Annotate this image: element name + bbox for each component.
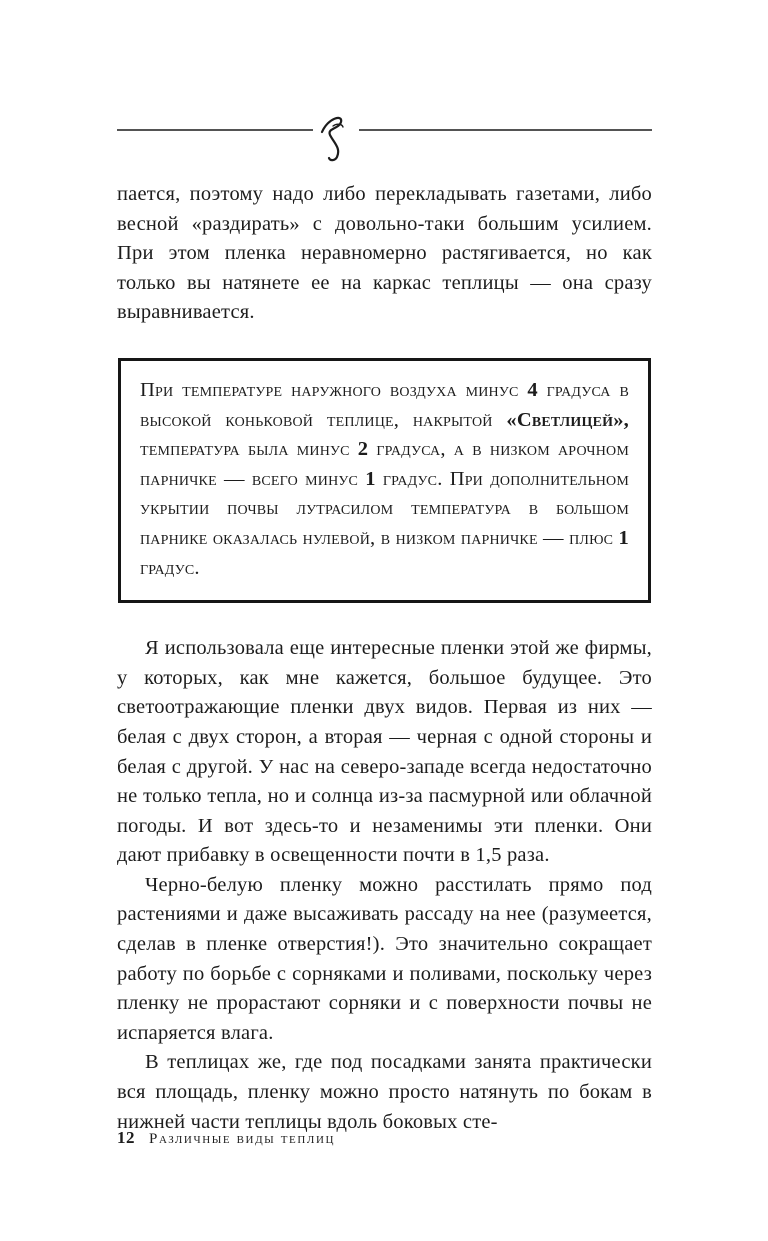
callout-segment-bold: «Светлицей»,	[506, 408, 629, 431]
callout-segment: При температуре наружного воздуха минус	[140, 378, 528, 401]
callout-segment: градуса, а в низком арочном парничке — всего минус	[140, 438, 629, 490]
paragraph: В теплицах же, где под посадками занята практически вся площадь, пленку можно просто натянуть по бокам в нижней части теплицы вдоль боковых сте-	[117, 1051, 652, 1133]
callout-segment: температура была минус	[140, 438, 358, 461]
page-number: 12	[117, 1128, 135, 1147]
paragraph: Я использовала еще интересные пленки этой же фирмы, у которых, как мне кажется, большое будущее. Это светоотражающие пленки двух видов. Первая из них — белая с двух сторон, а вторая — черная с одной стороны и белая с другой. У нас на северо-западе всегда недостаточно не только тепла, но и солнца из-за пасмурной или облачной погоды. И вот здесь-то и незаменимы эти пленки. Они дают прибавку в освещенности почти в 1,5 раза.	[117, 637, 652, 867]
callout-segment: градус. При дополнительном укрытии почвы лутрасилом температура в большом парнике оказалась нулевой, в низком парничке — плюс	[140, 467, 629, 549]
page-body	[117, 180, 652, 1137]
page-footer	[117, 1128, 652, 1148]
callout-segment-bold: 4	[527, 378, 538, 401]
chapter-divider	[117, 112, 652, 164]
paragraph-continuation: пается, поэтому надо либо перекладывать газетами, либо весной «раздирать» с довольно-таки большим усилием. При этом пленка неравномерно растягивается, но как только вы натянете ее на каркас теплицы — она сразу выравнивается.	[117, 183, 652, 324]
callout-box	[118, 358, 651, 603]
callout-segment-bold: 2	[357, 438, 369, 461]
callout-segment: градуса в высокой коньковой теплице, накрытой	[140, 378, 629, 431]
callout-text	[140, 376, 629, 583]
paragraph: Черно-белую пленку можно расстилать прямо под растениями и даже высаживать рассаду на нее (разумеется, сделав в пленке отверстия!). Это значительно сокращает работу по борьбе с сорняками и поливами, поскольку через пленку не прорастают сорняки и с поверхности почвы не испаряется влага.	[117, 873, 652, 1044]
ornament-flourish-icon	[117, 112, 652, 164]
callout-segment-bold: 1	[365, 467, 376, 490]
callout-segment-bold: 1	[618, 526, 629, 549]
callout-segment: градус.	[140, 556, 200, 579]
running-title: Различные виды теплиц	[149, 1131, 336, 1147]
